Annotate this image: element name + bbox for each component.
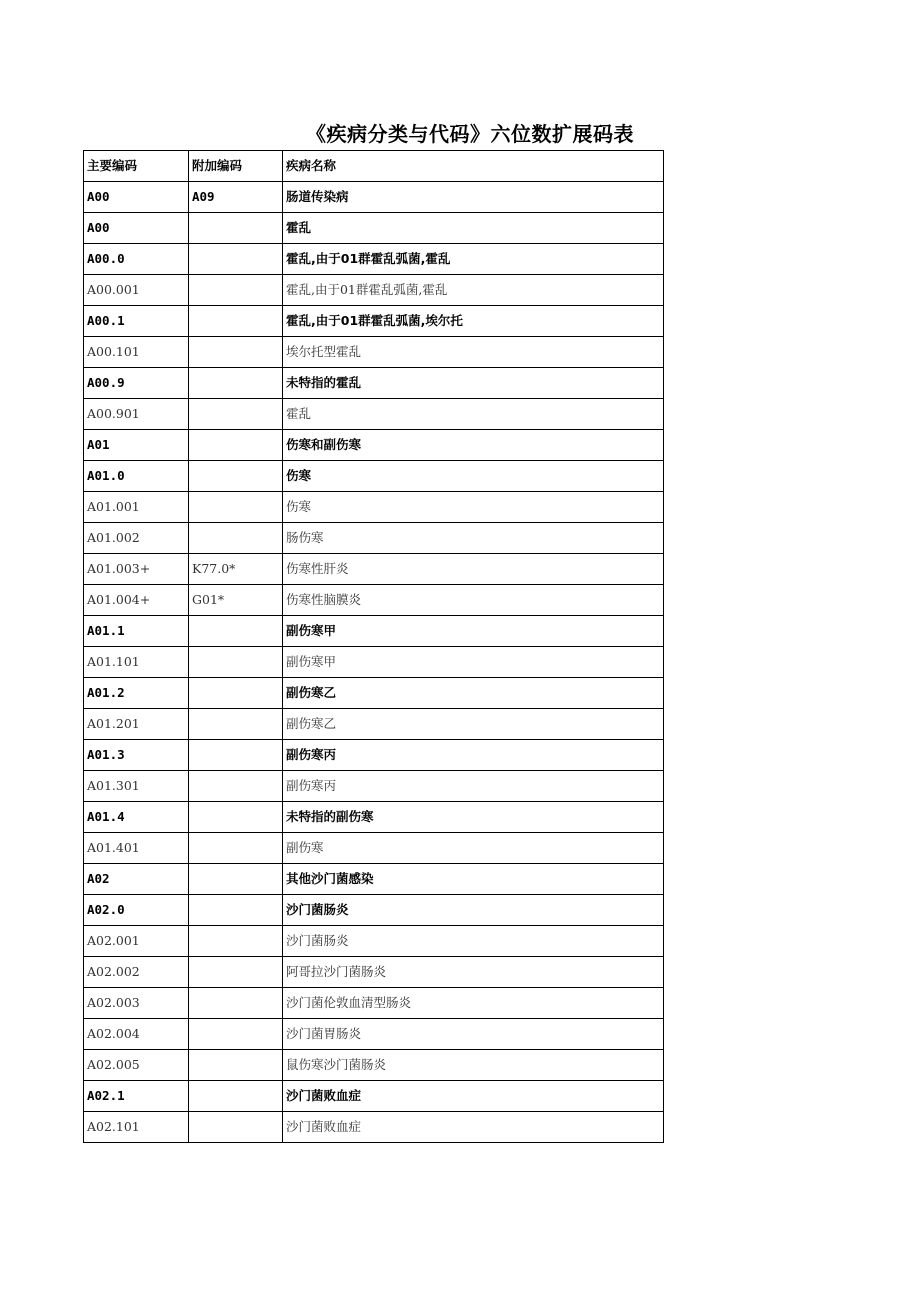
table-row bbox=[84, 926, 664, 957]
additional-code-cell bbox=[189, 306, 283, 337]
table-row bbox=[84, 430, 664, 461]
disease-name-cell: 副伤寒甲 bbox=[283, 616, 664, 647]
primary-code-cell: A02.1 bbox=[84, 1081, 189, 1112]
code-table bbox=[83, 150, 664, 1143]
primary-code-cell: A00 bbox=[84, 182, 189, 213]
disease-name-cell: 伤寒性脑膜炎 bbox=[283, 585, 664, 616]
additional-code-cell bbox=[189, 523, 283, 554]
additional-code-cell bbox=[189, 1019, 283, 1050]
primary-code-cell: A00.001 bbox=[84, 275, 189, 306]
table-header-row bbox=[84, 151, 664, 182]
table-row bbox=[84, 740, 664, 771]
additional-code-cell bbox=[189, 430, 283, 461]
disease-name-cell: 沙门菌败血症 bbox=[283, 1112, 664, 1143]
primary-code-cell: A01.4 bbox=[84, 802, 189, 833]
primary-code-cell: A00.901 bbox=[84, 399, 189, 430]
table-row bbox=[84, 461, 664, 492]
table-row bbox=[84, 1112, 664, 1143]
disease-name-cell: 肠伤寒 bbox=[283, 523, 664, 554]
page-title: 《疾病分类与代码》六位数扩展码表 bbox=[306, 122, 634, 146]
disease-name-cell: 沙门菌肠炎 bbox=[283, 926, 664, 957]
table-row bbox=[84, 957, 664, 988]
primary-code-cell: A02.001 bbox=[84, 926, 189, 957]
additional-code-cell bbox=[189, 213, 283, 244]
primary-code-cell: A01.001 bbox=[84, 492, 189, 523]
disease-name-cell: 副伤寒丙 bbox=[283, 771, 664, 802]
additional-code-cell bbox=[189, 864, 283, 895]
disease-name-cell: 沙门菌败血症 bbox=[283, 1081, 664, 1112]
primary-code-cell: A01 bbox=[84, 430, 189, 461]
disease-name-cell: 伤寒 bbox=[283, 492, 664, 523]
primary-code-cell: A00.0 bbox=[84, 244, 189, 275]
primary-code-cell: A00 bbox=[84, 213, 189, 244]
additional-code-cell bbox=[189, 337, 283, 368]
table-row bbox=[84, 709, 664, 740]
additional-code-cell bbox=[189, 740, 283, 771]
disease-name-cell: 未特指的副伤寒 bbox=[283, 802, 664, 833]
additional-code-cell bbox=[189, 647, 283, 678]
primary-code-cell: A02 bbox=[84, 864, 189, 895]
additional-code-cell bbox=[189, 244, 283, 275]
additional-code-cell bbox=[189, 368, 283, 399]
table-row bbox=[84, 895, 664, 926]
disease-name-cell: 阿哥拉沙门菌肠炎 bbox=[283, 957, 664, 988]
additional-code-cell: A09 bbox=[189, 182, 283, 213]
table-row bbox=[84, 275, 664, 306]
additional-code-cell bbox=[189, 802, 283, 833]
table-row bbox=[84, 771, 664, 802]
primary-code-cell: A01.002 bbox=[84, 523, 189, 554]
additional-code-cell bbox=[189, 709, 283, 740]
table-row bbox=[84, 368, 664, 399]
primary-code-cell: A00.1 bbox=[84, 306, 189, 337]
table-row bbox=[84, 864, 664, 895]
additional-code-cell bbox=[189, 1112, 283, 1143]
table-row bbox=[84, 213, 664, 244]
disease-name-cell: 霍乱,由于01群霍乱弧菌,埃尔托 bbox=[283, 306, 664, 337]
disease-name-cell: 埃尔托型霍乱 bbox=[283, 337, 664, 368]
disease-name-cell: 伤寒性肝炎 bbox=[283, 554, 664, 585]
primary-code-cell: A01.1 bbox=[84, 616, 189, 647]
primary-code-cell: A00.101 bbox=[84, 337, 189, 368]
header-additional-code: 附加编码 bbox=[189, 151, 283, 182]
disease-name-cell: 沙门菌肠炎 bbox=[283, 895, 664, 926]
primary-code-cell: A01.401 bbox=[84, 833, 189, 864]
primary-code-cell: A01.004+ bbox=[84, 585, 189, 616]
table-row bbox=[84, 802, 664, 833]
primary-code-cell: A02.005 bbox=[84, 1050, 189, 1081]
primary-code-cell: A01.101 bbox=[84, 647, 189, 678]
table-row bbox=[84, 988, 664, 1019]
disease-name-cell: 副伤寒乙 bbox=[283, 709, 664, 740]
disease-name-cell: 沙门菌胃肠炎 bbox=[283, 1019, 664, 1050]
header-primary-code: 主要编码 bbox=[84, 151, 189, 182]
disease-name-cell: 沙门菌伦敦血清型肠炎 bbox=[283, 988, 664, 1019]
table-row bbox=[84, 678, 664, 709]
additional-code-cell bbox=[189, 926, 283, 957]
disease-name-cell: 副伤寒丙 bbox=[283, 740, 664, 771]
table-row bbox=[84, 306, 664, 337]
primary-code-cell: A00.9 bbox=[84, 368, 189, 399]
table-row bbox=[84, 1050, 664, 1081]
additional-code-cell bbox=[189, 461, 283, 492]
table-row bbox=[84, 833, 664, 864]
disease-name-cell: 肠道传染病 bbox=[283, 182, 664, 213]
table-row bbox=[84, 1081, 664, 1112]
additional-code-cell bbox=[189, 492, 283, 523]
table-row bbox=[84, 585, 664, 616]
header-disease-name: 疾病名称 bbox=[283, 151, 664, 182]
additional-code-cell: G01* bbox=[189, 585, 283, 616]
additional-code-cell bbox=[189, 895, 283, 926]
table-row bbox=[84, 399, 664, 430]
additional-code-cell bbox=[189, 833, 283, 864]
table-row bbox=[84, 1019, 664, 1050]
primary-code-cell: A01.201 bbox=[84, 709, 189, 740]
disease-name-cell: 副伤寒甲 bbox=[283, 647, 664, 678]
disease-name-cell: 鼠伤寒沙门菌肠炎 bbox=[283, 1050, 664, 1081]
primary-code-cell: A02.003 bbox=[84, 988, 189, 1019]
additional-code-cell bbox=[189, 988, 283, 1019]
additional-code-cell bbox=[189, 275, 283, 306]
disease-name-cell: 副伤寒 bbox=[283, 833, 664, 864]
primary-code-cell: A02.101 bbox=[84, 1112, 189, 1143]
primary-code-cell: A02.002 bbox=[84, 957, 189, 988]
primary-code-cell: A02.004 bbox=[84, 1019, 189, 1050]
table-row bbox=[84, 523, 664, 554]
primary-code-cell: A01.3 bbox=[84, 740, 189, 771]
primary-code-cell: A02.0 bbox=[84, 895, 189, 926]
primary-code-cell: A01.003+ bbox=[84, 554, 189, 585]
disease-name-cell: 其他沙门菌感染 bbox=[283, 864, 664, 895]
table-row bbox=[84, 616, 664, 647]
additional-code-cell bbox=[189, 771, 283, 802]
additional-code-cell bbox=[189, 678, 283, 709]
table-row bbox=[84, 554, 664, 585]
primary-code-cell: A01.0 bbox=[84, 461, 189, 492]
disease-name-cell: 伤寒和副伤寒 bbox=[283, 430, 664, 461]
disease-name-cell: 未特指的霍乱 bbox=[283, 368, 664, 399]
additional-code-cell bbox=[189, 1081, 283, 1112]
table-row bbox=[84, 337, 664, 368]
table-row bbox=[84, 244, 664, 275]
disease-name-cell: 副伤寒乙 bbox=[283, 678, 664, 709]
disease-name-cell: 霍乱 bbox=[283, 399, 664, 430]
disease-name-cell: 伤寒 bbox=[283, 461, 664, 492]
code-table-body bbox=[84, 151, 664, 1143]
disease-name-cell: 霍乱,由于01群霍乱弧菌,霍乱 bbox=[283, 275, 664, 306]
disease-name-cell: 霍乱 bbox=[283, 213, 664, 244]
additional-code-cell bbox=[189, 1050, 283, 1081]
table-row bbox=[84, 492, 664, 523]
additional-code-cell bbox=[189, 957, 283, 988]
table-row bbox=[84, 647, 664, 678]
disease-name-cell: 霍乱,由于01群霍乱弧菌,霍乱 bbox=[283, 244, 664, 275]
additional-code-cell: K77.0* bbox=[189, 554, 283, 585]
primary-code-cell: A01.301 bbox=[84, 771, 189, 802]
primary-code-cell: A01.2 bbox=[84, 678, 189, 709]
additional-code-cell bbox=[189, 616, 283, 647]
table-row bbox=[84, 182, 664, 213]
additional-code-cell bbox=[189, 399, 283, 430]
